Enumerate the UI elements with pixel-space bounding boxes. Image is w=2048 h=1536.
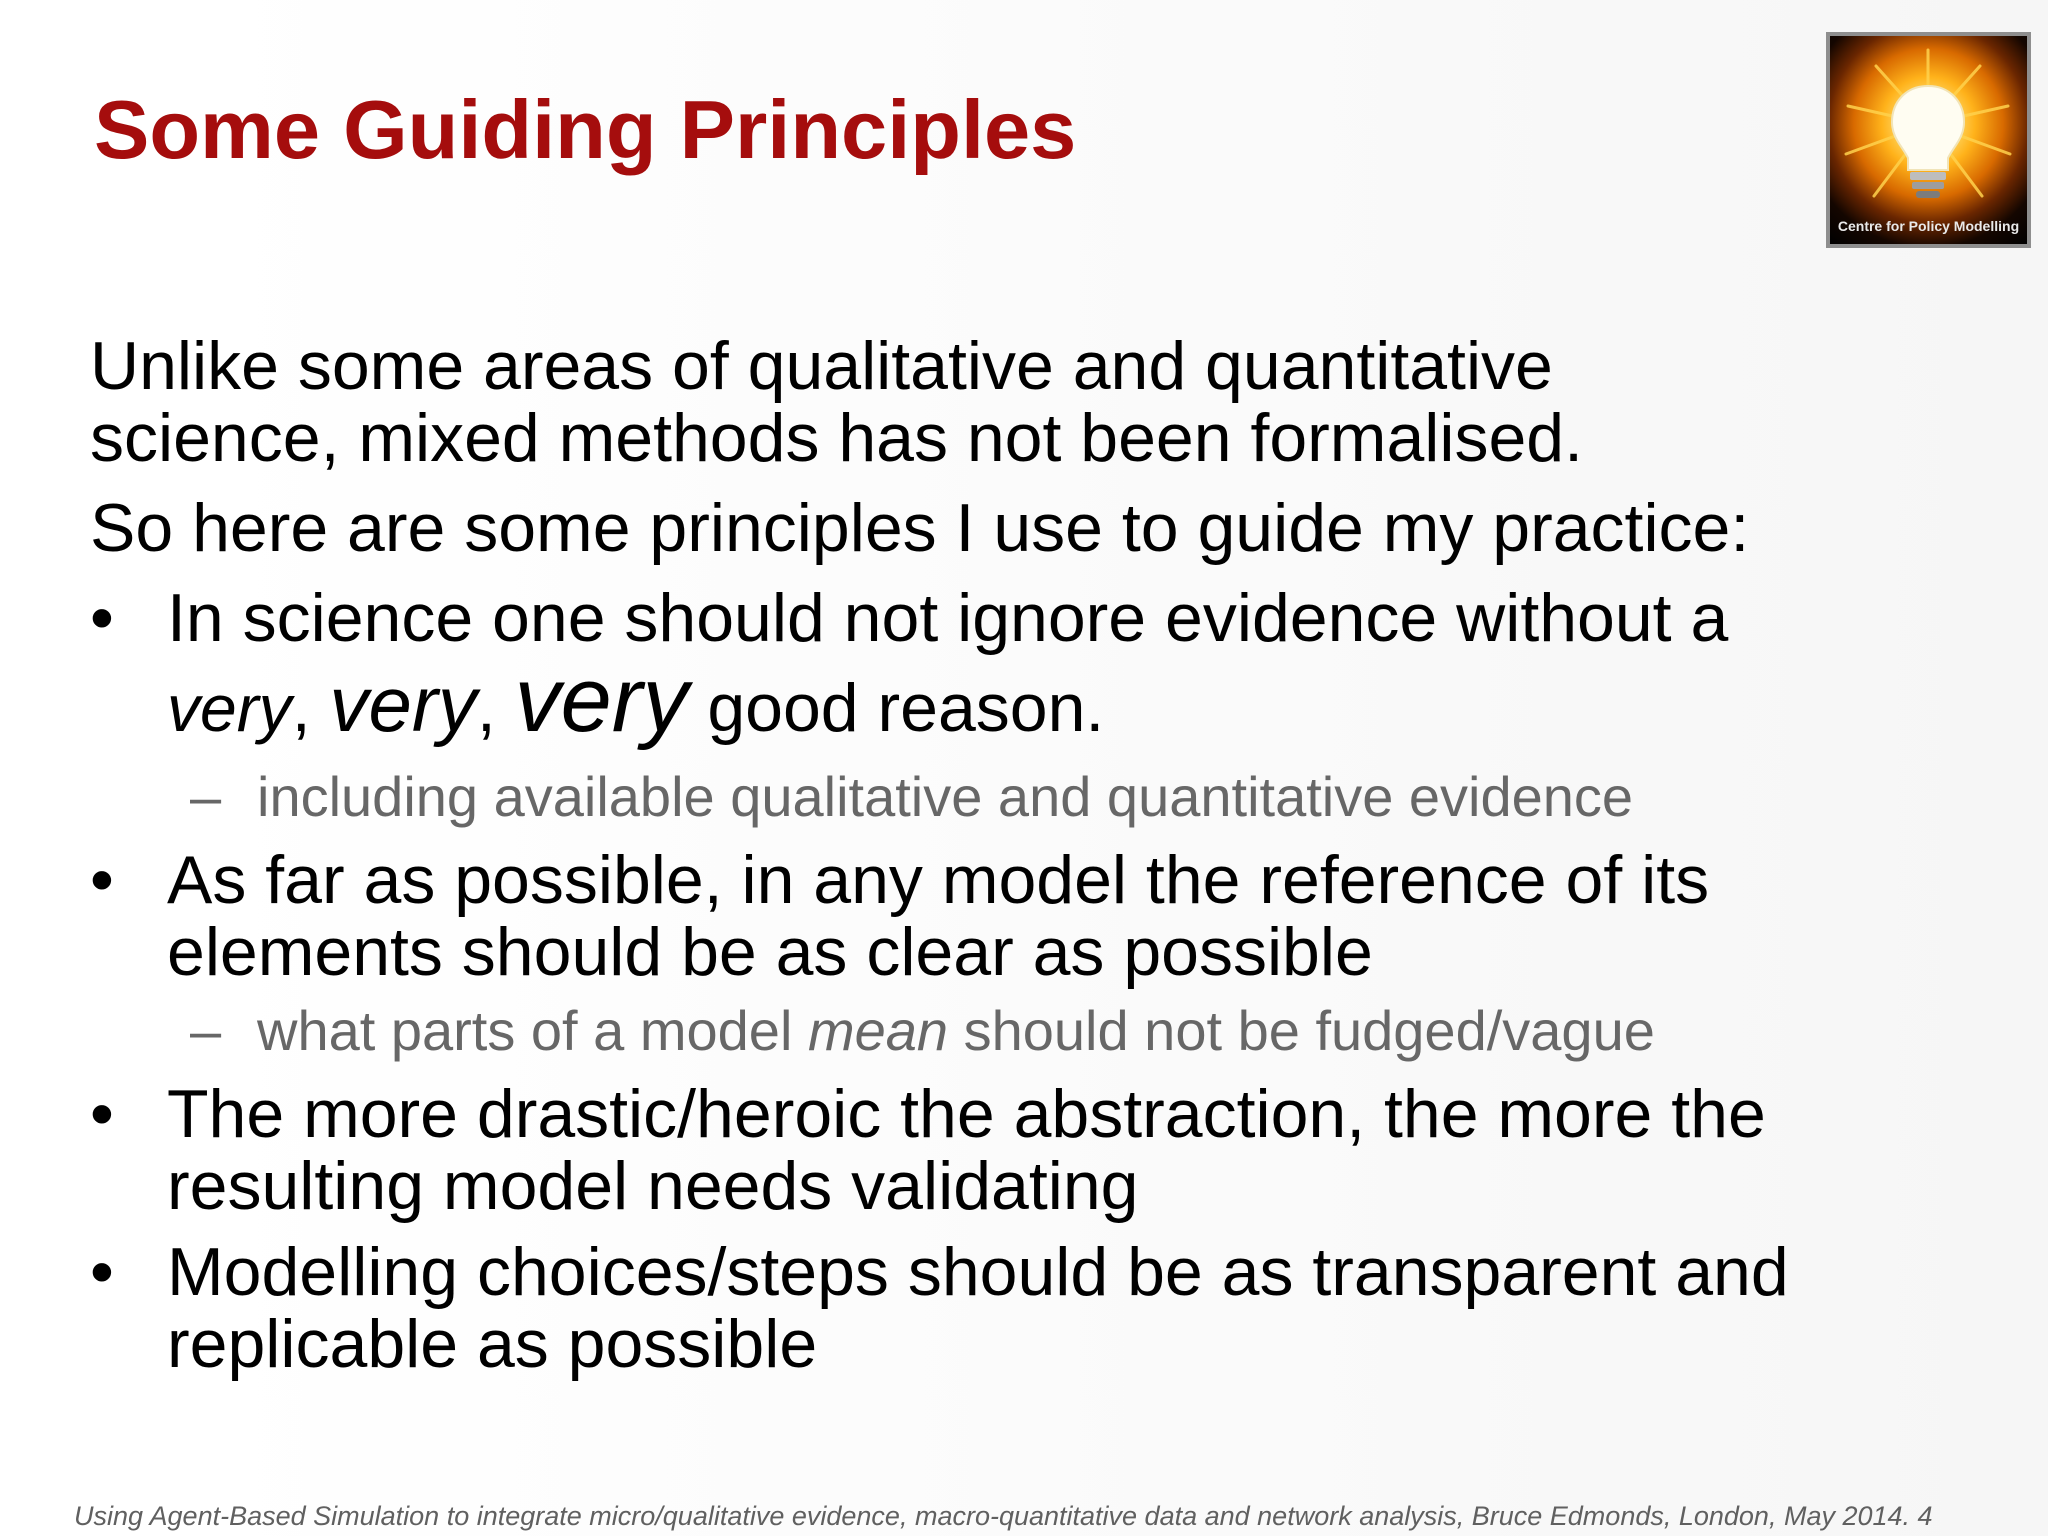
- sub-bullet-text: what parts of a model: [257, 999, 808, 1062]
- bullet-text: resulting model needs validating: [167, 1148, 1139, 1224]
- emphasis-very-large: very: [514, 649, 689, 751]
- sub-bullet-item: [90, 764, 1990, 830]
- comma: ,: [476, 670, 515, 746]
- bullet-text: The more drastic/heroic the abstraction, the more the: [167, 1076, 1766, 1152]
- emphasis-very-medium: very: [329, 660, 477, 748]
- bullet-text: elements should be as clear as possible: [167, 914, 1373, 990]
- bullet-item: [90, 1078, 1990, 1222]
- intro-line: science, mixed methods has not been formalised.: [90, 400, 1584, 476]
- sub-bullet-emphasis: mean: [807, 999, 949, 1062]
- bullet-item: [90, 844, 1990, 988]
- intro-paragraph: [90, 330, 1990, 474]
- intro-line: Unlike some areas of qualitative and quantitative: [90, 328, 1553, 404]
- cpm-logo: [1826, 32, 2031, 248]
- slide-body: [90, 330, 1990, 1380]
- sub-bullet-dash: –: [190, 999, 222, 1062]
- bullet-text: replicable as possible: [167, 1306, 818, 1382]
- logo-caption: Centre for Policy Modelling: [1837, 218, 2020, 234]
- bullet-text: [167, 649, 1990, 754]
- bullet-dot: •: [90, 580, 114, 656]
- bullet-text: As far as possible, in any model the reference of its: [167, 842, 1710, 918]
- bullet-item: [90, 1236, 1990, 1380]
- bullet-dot: •: [90, 842, 114, 918]
- slide-footer: Using Agent-Based Simulation to integrate micro/qualitative evidence, macro-quantitative data and network analysis, Bruce Edmonds, London, May 2014. 4: [74, 1501, 1933, 1531]
- bullet-dot: •: [90, 1076, 114, 1152]
- bullet-text: In science one should not ignore evidence without a: [167, 580, 1729, 656]
- slide-title: Some Guiding Principles: [94, 83, 1077, 176]
- emphasis-very-small: very: [167, 671, 292, 745]
- bullet-dot: •: [90, 1234, 114, 1310]
- sub-bullet-text: should not be fudged/vague: [948, 999, 1655, 1062]
- bullet-text: Modelling choices/steps should be as transparent and: [167, 1234, 1789, 1310]
- bullet-tail: good reason.: [688, 670, 1105, 746]
- lead-paragraph: So here are some principles I use to guide my practice:: [90, 490, 1750, 566]
- sub-bullet-dash: –: [190, 765, 222, 828]
- comma: ,: [291, 670, 330, 746]
- bullet-item: [90, 582, 1990, 754]
- sub-bullet-item: [90, 998, 1990, 1064]
- lightbulb-icon: [1830, 36, 2027, 244]
- sub-bullet-text: including available qualitative and quantitative evidence: [257, 765, 1634, 828]
